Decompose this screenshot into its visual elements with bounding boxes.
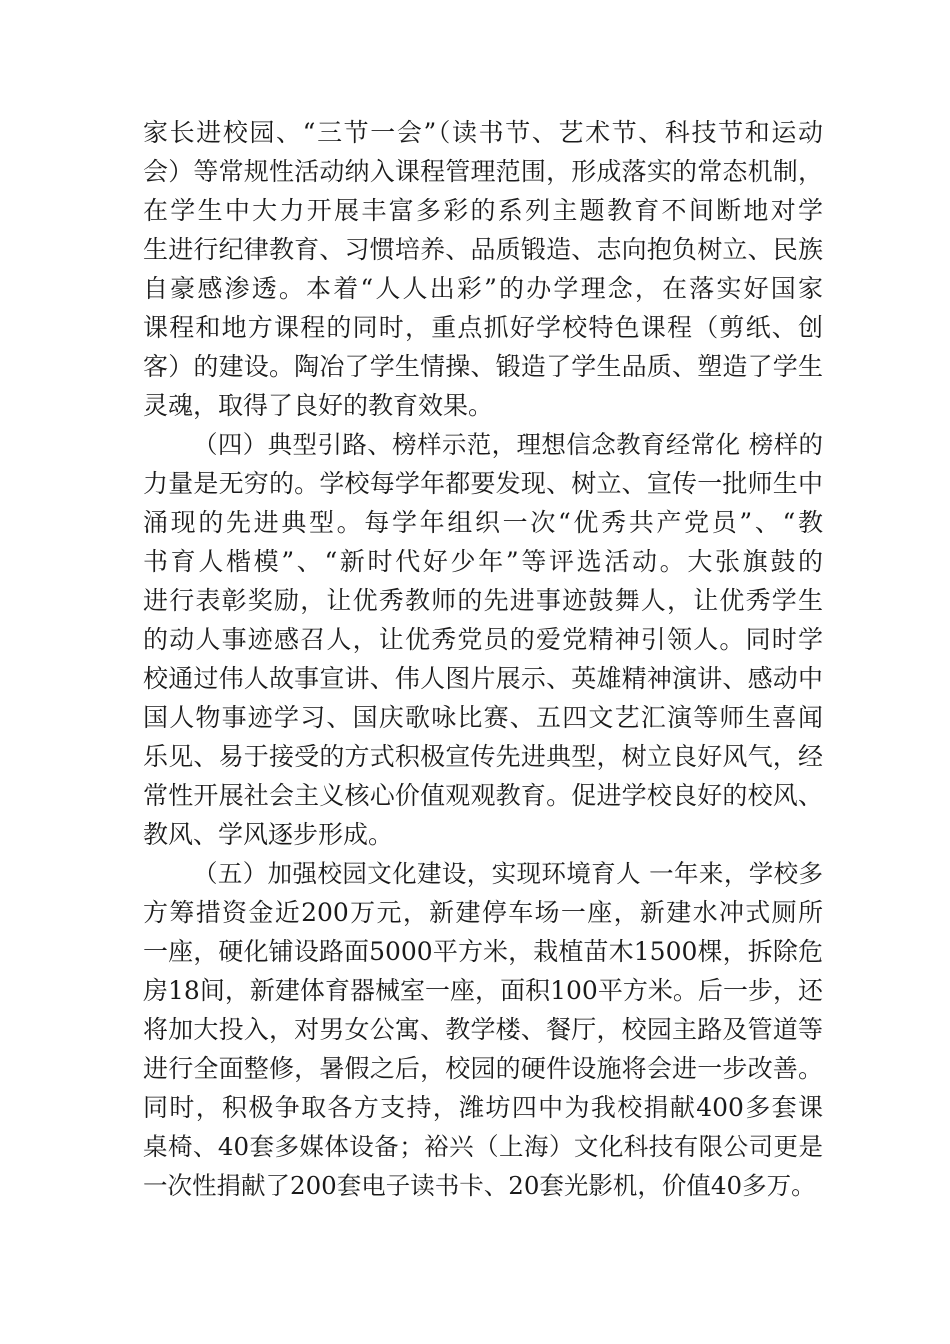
text-line: （四）典型引路、榜样示范，理想信念教育经常化 榜样的 [193, 430, 823, 459]
text-line: 同时，积极争取各方支持，潍坊四中为我校捐献400多套课 [143, 1093, 823, 1122]
text-line: 国人物事迹学习、国庆歌咏比赛、五四文艺汇演等师生喜闻 [143, 703, 823, 732]
text-line: 家长进校园、“三节一会”（读书节、艺术节、科技节和运动 [143, 118, 823, 147]
text-line: （五）加强校园文化建设，实现环境育人 一年来，学校多 [193, 859, 823, 888]
text-line: 一次性捐献了200套电子读书卡、20套光影机，价值40多万。 [143, 1171, 816, 1200]
text-line: 力量是无穷的。学校每学年都要发现、树立、宣传一批师生中 [143, 469, 823, 498]
text-line: 涌现的先进典型。每学年组织一次“优秀共产党员”、“教 [143, 508, 823, 537]
text-line: 课程和地方课程的同时，重点抓好学校特色课程（剪纸、创 [143, 313, 823, 342]
text-line: 书育人楷模”、“新时代好少年”等评选活动。大张旗鼓的 [143, 547, 823, 576]
text-line: 的动人事迹感召人，让优秀党员的爱党精神引领人。同时学 [143, 625, 823, 654]
text-line: 教风、学风逐步形成。 [143, 820, 394, 849]
text-line: 会）等常规性活动纳入课程管理范围，形成落实的常态机制， [143, 157, 823, 186]
text-line: 房18间，新建体育器械室一座，面积100平方米。后一步，还 [143, 976, 823, 1005]
text-line: 常性开展社会主义核心价值观观教育。促进学校良好的校风、 [143, 781, 823, 810]
text-line: 一座，硬化铺设路面5000平方米，栽植苗木1500棵，拆除危 [143, 937, 823, 966]
text-line: 灵魂，取得了良好的教育效果。 [143, 391, 494, 420]
text-line: 桌椅、40套多媒体设备；裕兴（上海）文化科技有限公司更是 [143, 1132, 823, 1161]
text-line: 校通过伟人故事宣讲、伟人图片展示、英雄精神演讲、感动中 [143, 664, 823, 693]
text-line: 进行表彰奖励，让优秀教师的先进事迹鼓舞人，让优秀学生 [143, 586, 823, 615]
text-line: 生进行纪律教育、习惯培养、品质锻造、志向抱负树立、民族 [143, 235, 823, 264]
text-line: 进行全面整修，暑假之后，校园的硬件设施将会进一步改善。 [143, 1054, 823, 1083]
text-line: 将加大投入，对男女公寓、教学楼、餐厅，校园主路及管道等 [143, 1015, 823, 1044]
text-line: 自豪感渗透。本着“人人出彩”的办学理念，在落实好国家 [143, 274, 823, 303]
document-body [143, 113, 823, 1205]
text-line: 在学生中大力开展丰富多彩的系列主题教育不间断地对学 [143, 196, 823, 225]
text-line: 客）的建设。陶冶了学生情操、锻造了学生品质、塑造了学生 [143, 352, 823, 381]
text-line: 方筹措资金近200万元，新建停车场一座，新建水冲式厕所 [143, 898, 823, 927]
text-line: 乐见、易于接受的方式积极宣传先进典型，树立良好风气，经 [143, 742, 823, 771]
